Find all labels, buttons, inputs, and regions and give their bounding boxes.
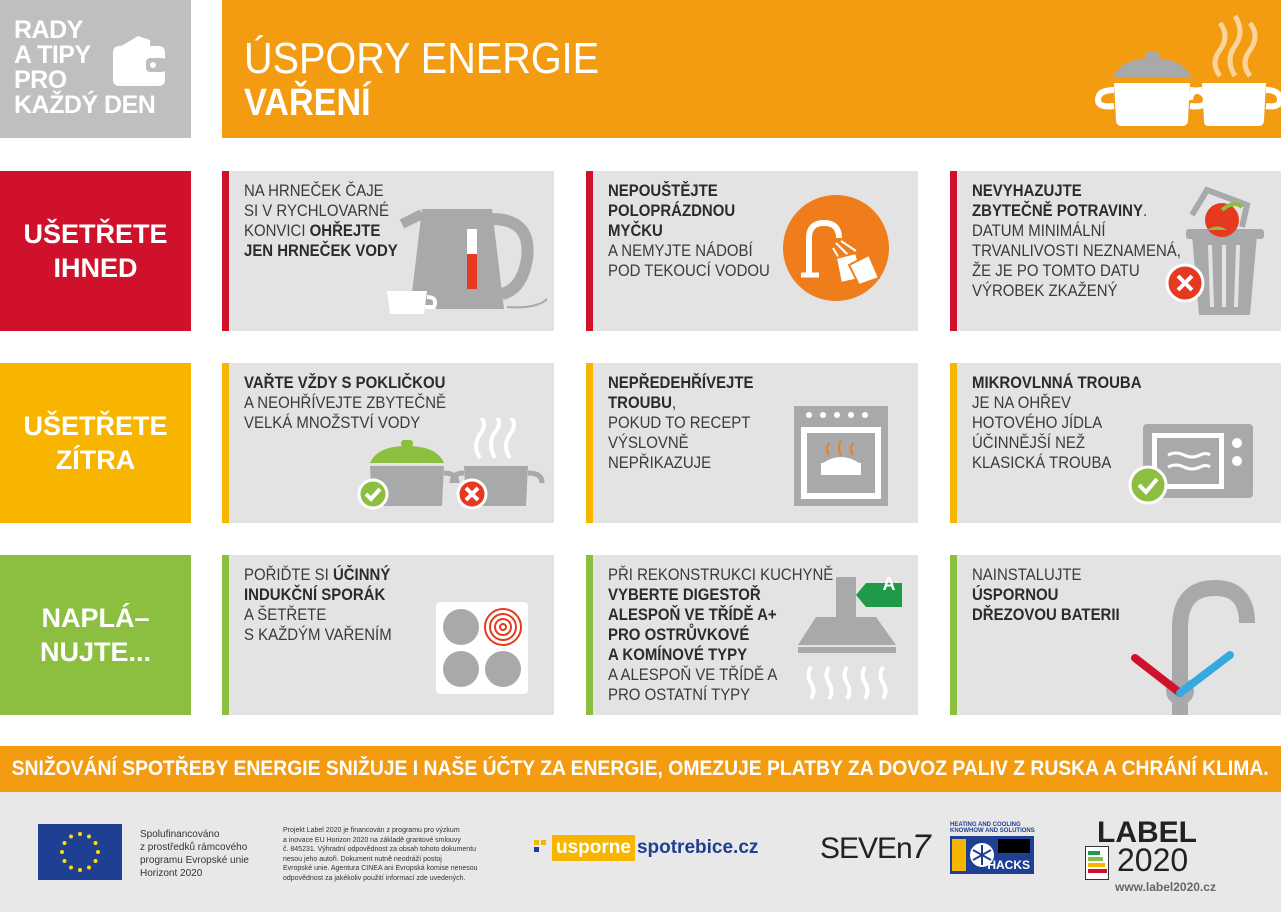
page-header [222, 0, 1281, 138]
induction-cooktop-icon [434, 600, 530, 696]
page-subtitle: VAŘENÍ [244, 82, 371, 124]
energy-class-badge: A [882, 574, 896, 594]
footer: Spolufinancováno z prostředků rámcového programu Evropské unie Horizont 2020 Projekt Label 2020 je financován z programu pro výzkum a inovace EU Horizon 2020 na základě grantové smlouvy č. 845231. Výhradní odpovědnost za obsah tohoto dokumentu nesou jeho autoři. Dokument nutně neodráží postoj Evropské unie. Agentura CINEA ani Evropská komise nenesou odpovědnost za jakékoliv použití informací zde uvedených. usporne spotrebice.cz SEVEn7 HEATING AND COOLING KNOWHOW AND SOLUTIONS HACKS LABEL 2020 www.label2020.cz [0, 792, 1281, 912]
slogan-banner [0, 746, 1281, 792]
wallet-icon [110, 28, 170, 88]
usporne-logo-icon [532, 838, 550, 858]
usporne-spotrebice-logo: usporne spotrebice.cz [532, 834, 758, 862]
energy-label-icon [1085, 846, 1109, 880]
kettle-icon [382, 189, 552, 329]
tips-line: KAŽDÝ DEN [14, 91, 156, 119]
cross-icon [1165, 263, 1205, 303]
row-label-tomorrow: UŠETŘETE ZÍTRA [0, 363, 191, 523]
tip-card-kettle: NA HRNEČEK ČAJE SI V RYCHLOVARNÉ KONVICI OHŘEJTE JEN HRNEČEK VODY [222, 171, 554, 331]
tips-line: RADY [14, 16, 83, 44]
tip-card-food: NEVYHAZUJTE ZBYTEČNĚ POTRAVINY. DATUM MINIMÁLNÍ TRVANLIVOSTI NEZNAMENÁ, ŽE JE PO TOMTO DATU VÝROBEK ZKAŽENÝ [950, 171, 1281, 331]
tip-card-hood: PŘI REKONSTRUKCI KUCHYNĚ VYBERTE DIGESTOŘ ALESPOŇ VE TŘÍDĚ A+ PRO OSTRŮVKOVÉ A KOMÍNOVÉ TYPY A ALESPOŇ VE TŘÍDĚ A PRO OSTATNÍ TYPY A [586, 555, 918, 715]
tips-badge [0, 0, 191, 138]
row-label-plan: NAPLÁ– NUJTE... [0, 555, 191, 715]
faucet-icon [781, 193, 891, 303]
oven-icon [791, 403, 891, 508]
check-icon [357, 478, 389, 510]
hacks-logo: HEATING AND COOLING KNOWHOW AND SOLUTIONS HACKS [950, 822, 1035, 872]
tip-card-faucet: NAINSTALUJTE ÚSPORNOU DŘEZOVOU BATERII [950, 555, 1281, 715]
sink-faucet-icon [1125, 573, 1275, 715]
project-disclaimer: Projekt Label 2020 je financován z programu pro výzkum a inovace EU Horizon 2020 na základě grantové smlouvy č. 845231. Výhradní odpovědnost za obsah tohoto dokumentu nesou jeho autoři. Dokument nutně neodráží postoj Evropské unie. Agentura CINEA ani Evropská komise nenesou odpovědnost za jakékoliv použití informací zde uvedených. [283, 827, 478, 882]
pots-icon [1092, 8, 1281, 133]
tip-card-induction: POŘIĎTE SI ÚČINNÝ INDUKČNÍ SPORÁK A ŠETŘETE S KAŽDÝM VAŘENÍM [222, 555, 554, 715]
page-title: ÚSPORY ENERGIE [244, 34, 600, 83]
check-icon [1128, 465, 1168, 505]
tip-card-microwave: MIKROVLNNÁ TROUBA JE NA OHŘEV HOTOVÉHO JÍDLA ÚČINNĚJŠÍ NEŽ KLASICKÁ TROUBA [950, 363, 1281, 523]
slogan-text: SNIŽOVÁNÍ SPOTŘEBY ENERGIE SNIŽUJE I NAŠE ÚČTY ZA ENERGIE, OMEZUJE PLATBY ZA DOVOZ PALIV Z RUSKA A CHRÁNÍ KLIMA. [12, 757, 1270, 780]
cross-icon [456, 478, 488, 510]
tips-line: A TIPY [14, 41, 91, 69]
tip-card-oven: NEPŘEDEHŘÍVEJTE TROUBU, POKUD TO RECEPT VÝSLOVNĚ NEPŘIKAZUJE [586, 363, 918, 523]
tip-card-dishwasher: NEPOUŠTĚJTE POLOPRÁZDNOU MYČKU A NEMYJTE NÁDOBÍ POD TEKOUCÍ VODOU [586, 171, 918, 331]
eu-flag-icon [38, 824, 122, 880]
seven-logo: SEVEn7 [820, 828, 930, 866]
tip-card-lid: VAŘTE VŽDY S POKLIČKOU A NEOHŘÍVEJTE ZBYTEČNĚ VELKÁ MNOŽSTVÍ VODY [222, 363, 554, 523]
tips-line: PRO [14, 66, 67, 94]
eu-funding-text: Spolufinancováno z prostředků rámcového programu Evropské unie Horizont 2020 [140, 829, 249, 879]
trash-bin-icon [1162, 185, 1281, 325]
row-label-now: UŠETŘETE IHNED [0, 171, 191, 331]
